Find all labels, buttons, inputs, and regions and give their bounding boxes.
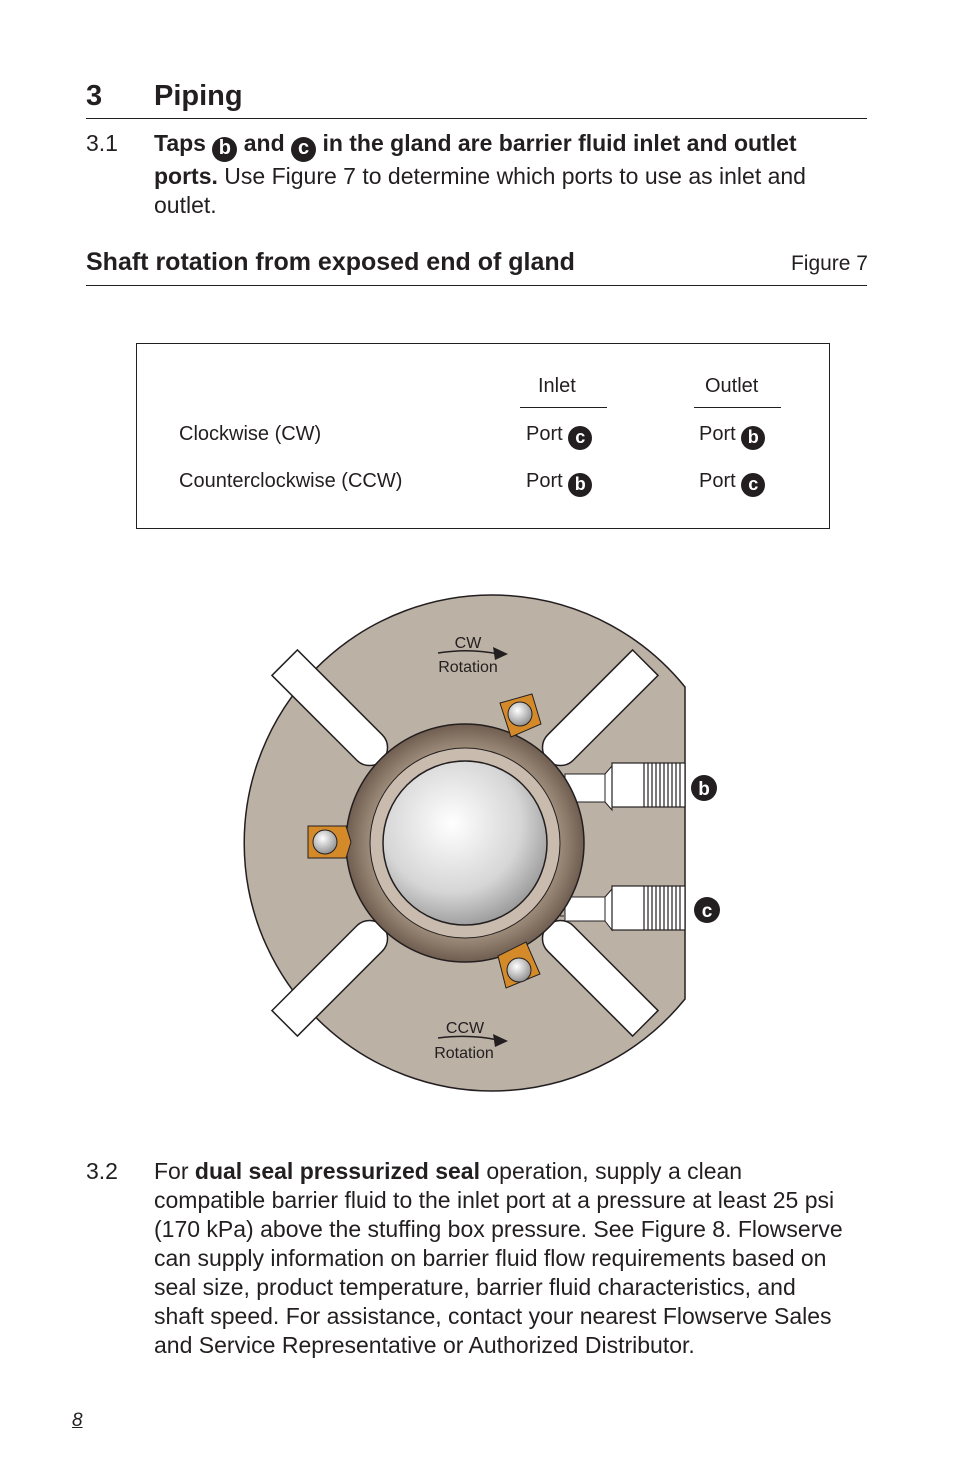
port-b-badge: b [741,426,765,450]
cw-label: CW [454,635,482,652]
port-text: Port [526,423,563,445]
ccw-rotation-label: Rotation [434,1045,494,1062]
port-text: Port [526,470,563,492]
bolt-lug-left [308,826,351,858]
p32-bold: dual seal pressurized seal [194,1158,480,1184]
figure-divider [86,285,867,286]
row-cw-label: Clockwise (CW) [179,423,322,445]
outlet-header-underline [694,407,781,408]
port-b-badge: b [568,473,592,497]
port-text: Port [699,470,736,492]
section-title: Piping [154,80,243,112]
tap-b-badge: b [212,137,237,162]
taps-label: Taps [154,130,206,156]
inlet-header: Inlet [538,375,576,397]
outlet-header: Outlet [705,375,759,397]
port-text: Port [699,423,736,445]
section-divider [86,118,867,119]
row-cw-outlet [699,423,765,450]
ports-statement: in the gland are barrier fluid inlet and outlet ports. [154,130,797,189]
paragraph-text [154,1157,844,1360]
paragraph-text [154,129,854,220]
p32-lead: For [154,1158,195,1184]
inlet-header-underline [520,407,607,408]
diagram-port-b-letter: b [698,779,710,800]
port-c-badge: c [741,473,765,497]
row-cw-inlet [526,423,592,450]
ports-instruction: Use Figure 7 to determine which ports to use as inlet and outlet. [154,163,806,218]
paragraph-number: 3.1 [86,130,118,156]
section-number: 3 [86,80,103,112]
diagram-port-c-letter: c [701,901,713,922]
figure-title: Shaft rotation from exposed end of gland [86,248,575,276]
page-number: 8 [72,1410,83,1431]
shaft-bore [383,761,547,925]
port-table [136,343,830,529]
row-ccw-outlet [699,470,765,497]
tap-c-badge: c [291,137,316,162]
row-ccw-inlet [526,470,592,497]
row-ccw-label: Counterclockwise (CCW) [179,470,403,492]
cw-rotation-label: Rotation [438,659,498,676]
paragraph-number: 3.2 [86,1158,118,1184]
port-c-badge: c [568,426,592,450]
ccw-label: CCW [445,1020,485,1037]
gland-diagram [210,590,730,1100]
and-label: and [243,130,285,156]
figure-number: Figure 7 [790,252,868,275]
p32-body: operation, supply a clean compatible barrier fluid to the inlet port at a pressure at least 25 psi (170 kPa) above the stuffing box pressure. See Figure 8. Flowserve can supply information on barrier fluid flow requirements based on seal size, product temperature, barrier fluid characteristics, and shaft speed. For assistance, contact your nearest Flowserve Sales and Service Representative or Authorized Distributor. [154,1158,843,1358]
section-heading [86,80,243,113]
